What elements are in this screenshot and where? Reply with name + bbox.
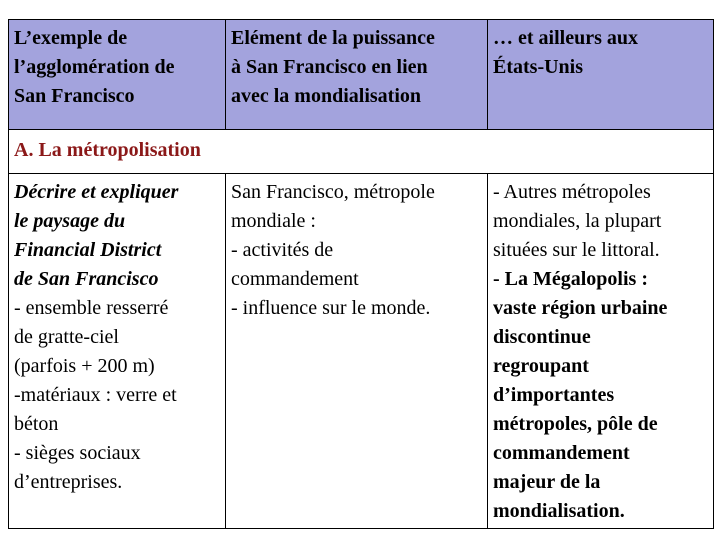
header-row [9, 20, 714, 130]
content-line-bold: mondialisation. [493, 500, 625, 522]
header-cell-power [226, 20, 488, 130]
content-line-bold: - La Mégalopolis : [493, 268, 648, 290]
content-line: mondiales, la plupart [493, 210, 662, 232]
header-line: États-Unis [493, 56, 584, 78]
header-line: … et ailleurs aux [493, 27, 638, 49]
section-row [9, 130, 714, 174]
content-line-bold: majeur de la [493, 471, 601, 493]
header-cell-example [9, 20, 226, 130]
content-line: - ensemble resserré [14, 297, 169, 319]
content-line-bold: discontinue [493, 326, 591, 348]
content-line: de gratte-ciel [14, 326, 119, 348]
content-line-bold: commandement [493, 442, 630, 464]
header-line: San Francisco [14, 85, 135, 107]
content-line: - Autres métropoles [493, 181, 651, 203]
content-line-bold: vaste région urbaine [493, 297, 668, 319]
content-line-bold: regroupant [493, 355, 589, 377]
content-line-emphasis: le paysage du [14, 210, 126, 232]
content-line-bold: d’importantes [493, 384, 615, 406]
content-cell-power [226, 174, 488, 529]
content-line: (parfois + 200 m) [14, 355, 155, 377]
header-cell-elsewhere [488, 20, 714, 130]
content-row [9, 174, 714, 529]
content-line-emphasis: de San Francisco [14, 268, 159, 290]
content-cell-elsewhere [488, 174, 714, 529]
content-cell-example [9, 174, 226, 529]
content-line: -matériaux : verre et [14, 384, 177, 406]
content-line-emphasis: Décrire et expliquer [14, 181, 179, 203]
header-line: à San Francisco en lien [231, 56, 428, 78]
content-line: - sièges sociaux [14, 442, 141, 464]
content-line: situées sur le littoral. [493, 239, 660, 261]
header-line: l’agglomération de [14, 56, 175, 78]
content-line: d’entreprises. [14, 471, 123, 493]
lesson-table [8, 19, 714, 529]
header-line: Elément de la puissance [231, 27, 435, 49]
content-line-emphasis: Financial District [14, 239, 162, 261]
header-line: avec la mondialisation [231, 85, 422, 107]
content-line: béton [14, 413, 59, 435]
content-line: San Francisco, métropole [231, 181, 435, 203]
section-title: A. La métropolisation [9, 130, 714, 174]
header-line: L’exemple de [14, 27, 128, 49]
content-line: mondiale : [231, 210, 316, 232]
content-line: - influence sur le monde. [231, 297, 431, 319]
content-line-bold: métropoles, pôle de [493, 413, 658, 435]
content-line: - activités de [231, 239, 334, 261]
content-line: commandement [231, 268, 359, 290]
